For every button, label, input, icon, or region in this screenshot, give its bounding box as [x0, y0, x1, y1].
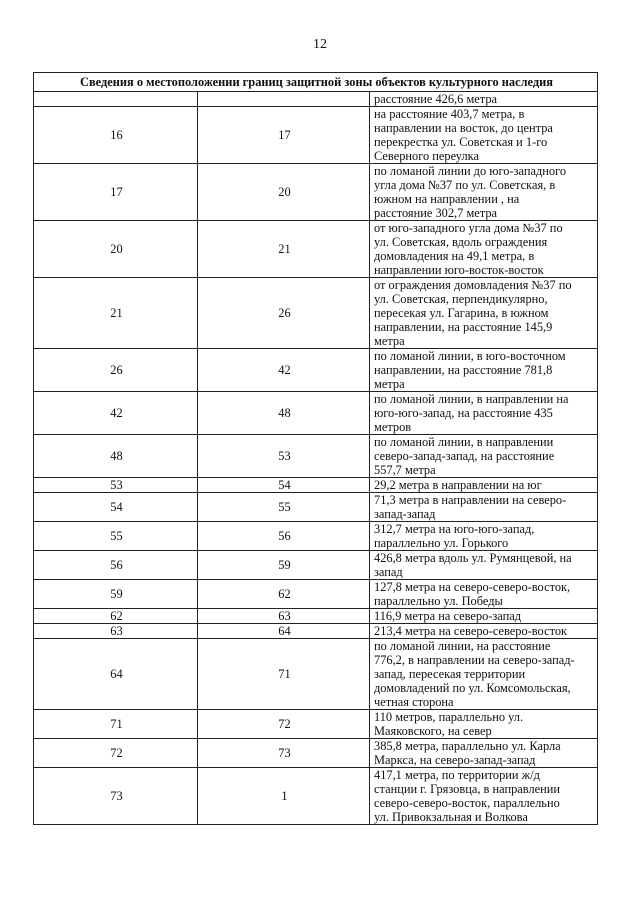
boundary-table — [33, 72, 598, 825]
table-row — [34, 478, 598, 493]
description-line: от ограждения домовладения №37 по — [374, 278, 572, 292]
point-to-cell: 42 — [198, 349, 370, 392]
description-line: 110 метров, параллельно ул. — [374, 710, 524, 724]
boundary-description-cell — [370, 164, 598, 221]
table-row — [34, 639, 598, 710]
point-from-cell: 73 — [34, 768, 198, 825]
boundary-description-cell — [370, 92, 598, 107]
description-line: 776,2, в направлении на северо-запад- — [374, 653, 575, 667]
boundary-description-cell — [370, 478, 598, 493]
description-line: направлении юго-восток-восток — [374, 263, 544, 277]
table-row — [34, 624, 598, 639]
point-from-cell — [34, 92, 198, 107]
description-line: 426,8 метра вдоль ул. Румянцевой, на — [374, 551, 572, 565]
description-line: по ломаной линии, в направлении на — [374, 392, 569, 406]
table-row — [34, 739, 598, 768]
table-title: Сведения о местоположении границ защитной зоны объектов культурного наследия — [34, 73, 598, 92]
point-from-cell: 71 — [34, 710, 198, 739]
table-row — [34, 107, 598, 164]
table-row — [34, 164, 598, 221]
table-row — [34, 92, 598, 107]
point-from-cell: 26 — [34, 349, 198, 392]
table-title-row — [34, 73, 598, 92]
boundary-description-cell — [370, 107, 598, 164]
point-from-cell: 17 — [34, 164, 198, 221]
table-row — [34, 551, 598, 580]
point-from-cell: 54 — [34, 493, 198, 522]
description-line: по ломаной линии, в юго-восточном — [374, 349, 566, 363]
table-row — [34, 710, 598, 739]
table-row — [34, 278, 598, 349]
table-row — [34, 493, 598, 522]
point-to-cell: 54 — [198, 478, 370, 493]
description-line: 127,8 метра на северо-северо-восток, — [374, 580, 571, 594]
description-line: запад-запад — [374, 507, 436, 521]
boundary-description-cell — [370, 609, 598, 624]
description-line: перекрестка ул. Советская и 1-го — [374, 135, 548, 149]
description-line: по ломаной линии, в направлении — [374, 435, 554, 449]
boundary-description-cell — [370, 624, 598, 639]
point-to-cell: 1 — [198, 768, 370, 825]
point-to-cell: 20 — [198, 164, 370, 221]
point-to-cell: 56 — [198, 522, 370, 551]
point-to-cell: 63 — [198, 609, 370, 624]
point-to-cell: 53 — [198, 435, 370, 478]
point-to-cell: 72 — [198, 710, 370, 739]
point-to-cell: 55 — [198, 493, 370, 522]
point-from-cell: 48 — [34, 435, 198, 478]
table-row — [34, 349, 598, 392]
boundary-description-cell — [370, 710, 598, 739]
description-line: направлении на восток, до центра — [374, 121, 553, 135]
point-to-cell: 62 — [198, 580, 370, 609]
description-line: 29,2 метра в направлении на юг — [374, 478, 542, 492]
description-line: южном на направлении , на — [374, 192, 520, 206]
description-line: ул. Советская, вдоль ограждения — [374, 235, 548, 249]
point-to-cell: 71 — [198, 639, 370, 710]
point-to-cell: 64 — [198, 624, 370, 639]
table-row — [34, 522, 598, 551]
point-from-cell: 42 — [34, 392, 198, 435]
description-line: параллельно ул. Горького — [374, 536, 509, 550]
boundary-description-cell — [370, 580, 598, 609]
point-from-cell: 62 — [34, 609, 198, 624]
point-from-cell: 20 — [34, 221, 198, 278]
point-from-cell: 63 — [34, 624, 198, 639]
point-from-cell: 72 — [34, 739, 198, 768]
point-to-cell — [198, 92, 370, 107]
description-line: на расстояние 403,7 метра, в — [374, 107, 525, 121]
description-line: 213,4 метра на северо-северо-восток — [374, 624, 568, 638]
description-line: 557,7 метра — [374, 463, 436, 477]
table-row — [34, 221, 598, 278]
boundary-description-cell — [370, 349, 598, 392]
description-line: Маяковского, на север — [374, 724, 492, 738]
point-from-cell: 64 — [34, 639, 198, 710]
point-to-cell: 73 — [198, 739, 370, 768]
boundary-description-cell — [370, 768, 598, 825]
description-line: юго-юго-запад, на расстояние 435 — [374, 406, 553, 420]
point-to-cell: 48 — [198, 392, 370, 435]
point-to-cell: 59 — [198, 551, 370, 580]
boundary-description-cell — [370, 392, 598, 435]
description-line: направлении, на расстояние 145,9 — [374, 320, 553, 334]
table-row — [34, 435, 598, 478]
description-line: Маркса, на северо-запад-запад — [374, 753, 536, 767]
description-line: метра — [374, 334, 405, 348]
description-line: расстояние 302,7 метра — [374, 206, 498, 220]
description-line: по ломаной линии до юго-западного — [374, 164, 567, 178]
point-to-cell: 26 — [198, 278, 370, 349]
description-line: северо-запад-запад, на расстояние — [374, 449, 555, 463]
description-line: домовладения на 49,1 метра, в — [374, 249, 535, 263]
description-line: направлении, на расстояние 781,8 — [374, 363, 553, 377]
boundary-description-cell — [370, 739, 598, 768]
description-line: четная сторона — [374, 695, 454, 709]
boundary-description-cell — [370, 639, 598, 710]
description-line: угла дома №37 по ул. Советская, в — [374, 178, 556, 192]
point-from-cell: 55 — [34, 522, 198, 551]
description-line: 312,7 метра на юго-юго-запад, — [374, 522, 535, 536]
description-line: 71,3 метра в направлении на северо- — [374, 493, 567, 507]
boundary-description-cell — [370, 551, 598, 580]
table-row — [34, 580, 598, 609]
description-line: метра — [374, 377, 405, 391]
description-line: 116,9 метра на северо-запад — [374, 609, 522, 623]
description-line: северо-северо-восток, параллельно — [374, 796, 560, 810]
description-line: домовладений по ул. Комсомольская, — [374, 681, 571, 695]
description-line: параллельно ул. Победы — [374, 594, 503, 608]
description-line: пересекая ул. Гагарина, в южном — [374, 306, 549, 320]
description-line: от юго-западного угла дома №37 по — [374, 221, 563, 235]
boundary-description-cell — [370, 522, 598, 551]
description-line: 385,8 метра, параллельно ул. Карла — [374, 739, 561, 753]
table-row — [34, 392, 598, 435]
point-from-cell: 56 — [34, 551, 198, 580]
point-from-cell: 59 — [34, 580, 198, 609]
description-line: метров — [374, 420, 412, 434]
boundary-description-cell — [370, 221, 598, 278]
point-from-cell: 53 — [34, 478, 198, 493]
description-line: станции г. Грязовца, в направлении — [374, 782, 561, 796]
description-line: 417,1 метра, по территории ж/д — [374, 768, 540, 782]
description-line: запад — [374, 565, 403, 579]
point-to-cell: 21 — [198, 221, 370, 278]
page-number: 12 — [313, 37, 327, 52]
point-from-cell: 16 — [34, 107, 198, 164]
boundary-description-cell — [370, 435, 598, 478]
point-from-cell: 21 — [34, 278, 198, 349]
description-line: запад, пересекая территории — [374, 667, 526, 681]
table-row — [34, 609, 598, 624]
table-row — [34, 768, 598, 825]
description-line: ул. Советская, перпендикулярно, — [374, 292, 548, 306]
point-to-cell: 17 — [198, 107, 370, 164]
description-line: расстояние 426,6 метра — [374, 92, 498, 106]
boundary-description-cell — [370, 278, 598, 349]
description-line: ул. Привокзальная и Волкова — [374, 810, 528, 824]
description-line: по ломаной линии, на расстояние — [374, 639, 551, 653]
boundary-description-cell — [370, 493, 598, 522]
description-line: Северного переулка — [374, 149, 479, 163]
